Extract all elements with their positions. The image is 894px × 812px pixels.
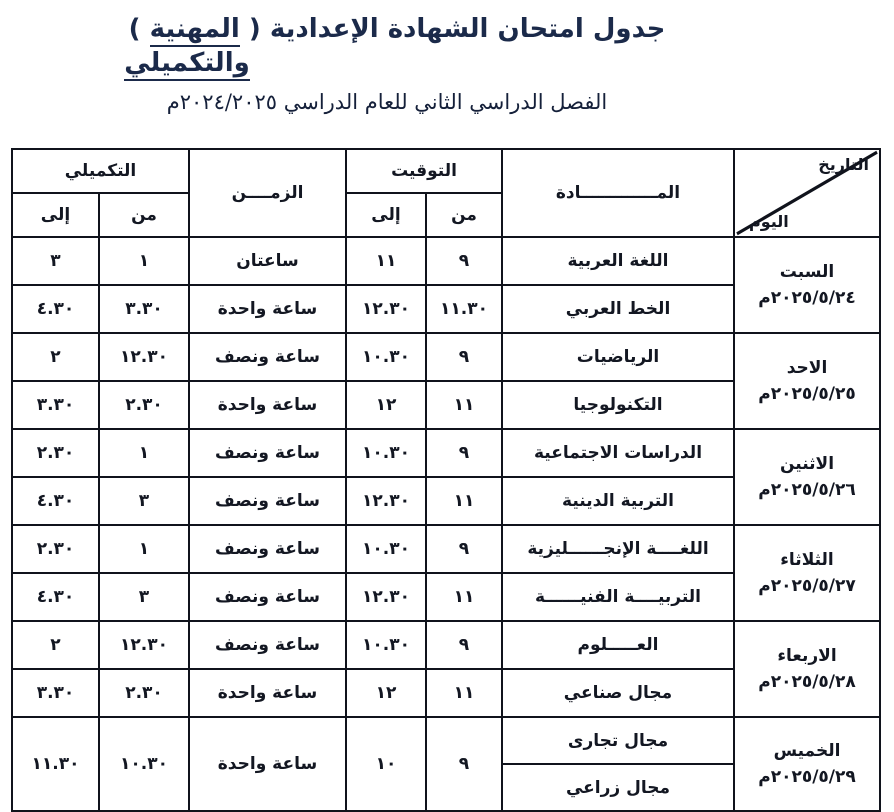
subject-cell: اللغــــة الإنجــــــليزية bbox=[502, 525, 734, 573]
table-row bbox=[12, 525, 880, 573]
duration-cell: ساعة ونصف bbox=[189, 573, 346, 621]
time-from-cell: ١١ bbox=[426, 477, 502, 525]
time-from-cell: ٩ bbox=[426, 525, 502, 573]
exam-schedule-table bbox=[11, 148, 881, 812]
page-title-line-1 bbox=[0, 14, 894, 44]
duration-cell: ساعة ونصف bbox=[189, 525, 346, 573]
supp-from-cell: ١ bbox=[99, 429, 189, 477]
table-row bbox=[12, 237, 880, 285]
day-name: الثلاثاء bbox=[780, 549, 834, 570]
subject-cell: اللغة العربية bbox=[502, 237, 734, 285]
day-date-cell bbox=[734, 237, 880, 333]
time-to-cell: ١٢.٣٠ bbox=[346, 285, 426, 333]
subject-cell-split bbox=[502, 717, 734, 811]
day-date: ٢٠٢٥/٥/٢٤م bbox=[758, 288, 856, 308]
supp-to-cell: ٤.٣٠ bbox=[12, 573, 99, 621]
supp-to-cell: ٣.٣٠ bbox=[12, 669, 99, 717]
header-subject: المـــــــــــــادة bbox=[502, 149, 734, 237]
duration-cell: ساعة ونصف bbox=[189, 477, 346, 525]
time-to-cell: ١٠ bbox=[346, 717, 426, 811]
header-date-day-diagonal bbox=[734, 149, 880, 237]
supp-from-cell: ٣.٣٠ bbox=[99, 285, 189, 333]
header-supp-from: من bbox=[99, 193, 189, 237]
day-date-cell bbox=[734, 429, 880, 525]
day-name: السبت bbox=[779, 261, 835, 282]
supp-to-cell: ٢ bbox=[12, 333, 99, 381]
day-name: الاربعاء bbox=[777, 645, 837, 666]
day-name: الاحد bbox=[786, 357, 828, 378]
supp-from-cell: ١٠.٣٠ bbox=[99, 717, 189, 811]
title-underlined-word: المهنية bbox=[150, 14, 240, 47]
page-title-line-2 bbox=[0, 48, 894, 78]
time-from-cell: ٩ bbox=[426, 333, 502, 381]
time-to-cell: ١٠.٣٠ bbox=[346, 429, 426, 477]
page-subtitle: الفصل الدراسي الثاني للعام الدراسي ٢٠٢٤/٢٠٢٥م bbox=[166, 90, 608, 114]
exam-schedule-table-wrapper bbox=[13, 148, 881, 812]
time-to-cell: ١١ bbox=[346, 237, 426, 285]
time-to-cell: ١٠.٣٠ bbox=[346, 525, 426, 573]
title-suffix: ) bbox=[128, 14, 150, 44]
header-duration: الزمــــن bbox=[189, 149, 346, 237]
time-from-cell: ٩ bbox=[426, 621, 502, 669]
time-from-cell: ٩ bbox=[426, 717, 502, 811]
supp-to-cell: ٢.٣٠ bbox=[12, 429, 99, 477]
supp-from-cell: ١٢.٣٠ bbox=[99, 333, 189, 381]
time-to-cell: ١٢.٣٠ bbox=[346, 573, 426, 621]
supp-to-cell: ٣ bbox=[12, 237, 99, 285]
title-underlined-word-2: والتكميلي bbox=[124, 48, 250, 81]
time-to-cell: ١٢ bbox=[346, 669, 426, 717]
supp-from-cell: ٢.٣٠ bbox=[99, 381, 189, 429]
day-date-cell bbox=[734, 525, 880, 621]
day-name: الخميس bbox=[773, 740, 841, 761]
time-to-cell: ١٠.٣٠ bbox=[346, 621, 426, 669]
subject-cell: الرياضيات bbox=[502, 333, 734, 381]
subject-cell: العـــــلوم bbox=[502, 621, 734, 669]
time-to-cell: ١٢.٣٠ bbox=[346, 477, 426, 525]
duration-cell: ساعة واحدة bbox=[189, 717, 346, 811]
header-date-label: التاريخ bbox=[818, 155, 869, 174]
duration-cell: ساعة واحدة bbox=[189, 285, 346, 333]
duration-cell: ساعة ونصف bbox=[189, 333, 346, 381]
supp-from-cell: ٢.٣٠ bbox=[99, 669, 189, 717]
header-timing-group: التوقيت bbox=[346, 149, 502, 193]
header-timing-from: من bbox=[426, 193, 502, 237]
duration-cell: ساعة واحدة bbox=[189, 669, 346, 717]
supp-from-cell: ٣ bbox=[99, 573, 189, 621]
table-row bbox=[12, 717, 880, 811]
header-timing-to: إلى bbox=[346, 193, 426, 237]
header-day-label: اليوم bbox=[749, 212, 789, 231]
day-name: الاثنين bbox=[779, 453, 835, 474]
table-row bbox=[12, 429, 880, 477]
time-from-cell: ٩ bbox=[426, 429, 502, 477]
duration-cell: ساعتان bbox=[189, 237, 346, 285]
day-date-cell bbox=[734, 621, 880, 717]
supp-from-cell: ١٢.٣٠ bbox=[99, 621, 189, 669]
time-from-cell: ١١ bbox=[426, 669, 502, 717]
duration-cell: ساعة ونصف bbox=[189, 429, 346, 477]
day-date-cell bbox=[734, 333, 880, 429]
supp-from-cell: ٣ bbox=[99, 477, 189, 525]
table-header bbox=[12, 149, 880, 237]
page-heading bbox=[0, 0, 894, 114]
subject-cell: مجال صناعي bbox=[502, 669, 734, 717]
subject-cell: التكنولوجيا bbox=[502, 381, 734, 429]
table-row bbox=[12, 621, 880, 669]
supp-to-cell: ٤.٣٠ bbox=[12, 477, 99, 525]
time-from-cell: ١١ bbox=[426, 573, 502, 621]
title-prefix: جدول امتحان الشهادة الإعدادية ( bbox=[239, 14, 666, 44]
supp-to-cell: ٢ bbox=[12, 621, 99, 669]
supp-to-cell: ٢.٣٠ bbox=[12, 525, 99, 573]
day-date: ٢٠٢٥/٥/٢٧م bbox=[758, 576, 856, 596]
time-to-cell: ١٢ bbox=[346, 381, 426, 429]
header-supp-to: إلى bbox=[12, 193, 99, 237]
duration-cell: ساعة ونصف bbox=[189, 621, 346, 669]
subject-cell: الدراسات الاجتماعية bbox=[502, 429, 734, 477]
table-row bbox=[12, 333, 880, 381]
supp-to-cell: ١١.٣٠ bbox=[12, 717, 99, 811]
subject-cell: الخط العربي bbox=[502, 285, 734, 333]
supp-to-cell: ٣.٣٠ bbox=[12, 381, 99, 429]
subject-cell: التربيــــة الفنيــــــة bbox=[502, 573, 734, 621]
subject-cell: مجال تجارى bbox=[503, 718, 733, 765]
day-date: ٢٠٢٥/٥/٢٨م bbox=[758, 672, 856, 692]
time-from-cell: ٩ bbox=[426, 237, 502, 285]
day-date: ٢٠٢٥/٥/٢٩م bbox=[758, 767, 856, 787]
time-to-cell: ١٠.٣٠ bbox=[346, 333, 426, 381]
subject-cell: التربية الدينية bbox=[502, 477, 734, 525]
header-row-top bbox=[12, 149, 880, 193]
subject-cell: مجال زراعي bbox=[565, 777, 671, 798]
day-date-cell bbox=[734, 717, 880, 811]
header-supplementary-group: التكميلي bbox=[12, 149, 189, 193]
day-date: ٢٠٢٥/٥/٢٦م bbox=[758, 480, 856, 500]
supp-from-cell: ١ bbox=[99, 525, 189, 573]
time-from-cell: ١١ bbox=[426, 381, 502, 429]
supp-to-cell: ٤.٣٠ bbox=[12, 285, 99, 333]
supp-from-cell: ١ bbox=[99, 237, 189, 285]
day-date: ٢٠٢٥/٥/٢٥م bbox=[758, 384, 856, 404]
table-body bbox=[12, 237, 880, 811]
duration-cell: ساعة واحدة bbox=[189, 381, 346, 429]
time-from-cell: ١١.٣٠ bbox=[426, 285, 502, 333]
